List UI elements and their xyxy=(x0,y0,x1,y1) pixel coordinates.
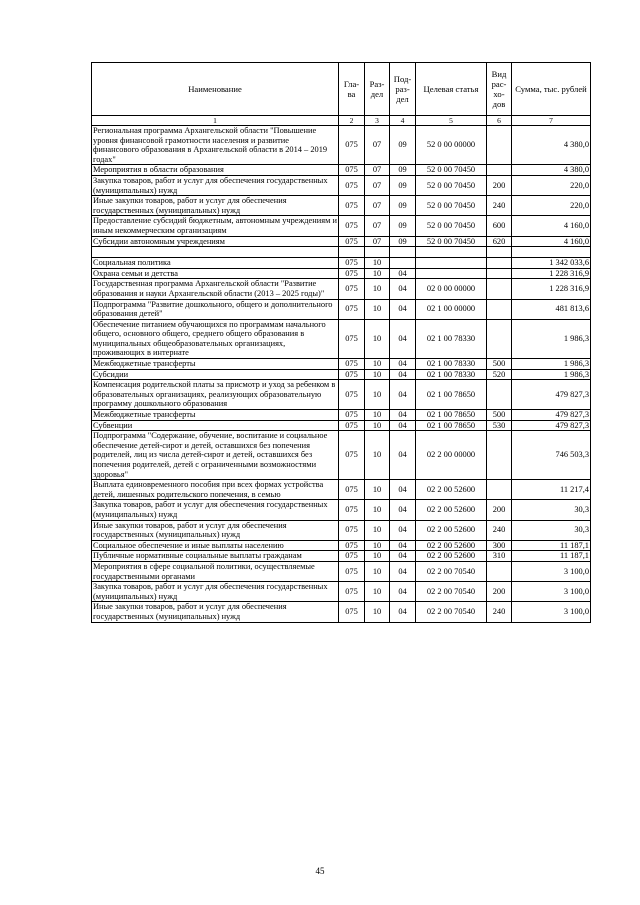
row-sum: 479 827,3 xyxy=(512,410,591,421)
row-razdel: 10 xyxy=(365,279,390,299)
row-vid: 240 xyxy=(487,196,512,216)
row-glava: 075 xyxy=(339,602,365,622)
row-sum: 30,3 xyxy=(512,520,591,540)
row-podrazdel: 09 xyxy=(390,165,416,176)
column-number: 7 xyxy=(512,116,591,126)
row-podrazdel: 04 xyxy=(390,268,416,279)
row-podrazdel: 04 xyxy=(390,380,416,410)
row-sum xyxy=(512,247,591,258)
row-target: 52 0 00 70450 xyxy=(416,175,487,195)
row-glava: 075 xyxy=(339,431,365,480)
row-vid xyxy=(487,431,512,480)
row-name: Подпрограмма "Содержание, обучение, воспитание и социальное обеспечение детей-сирот и детей, оставшихся без попечения родителей, лиц из числа детей-сирот и детей, оставшихся без попечения родителей, детей с ограниченными возможностями здоровья" xyxy=(92,431,339,480)
row-target: 52 0 00 70450 xyxy=(416,196,487,216)
row-glava: 075 xyxy=(339,520,365,540)
row-vid: 500 xyxy=(487,410,512,421)
table-row xyxy=(92,319,591,358)
row-sum: 746 503,3 xyxy=(512,431,591,480)
row-target xyxy=(416,258,487,269)
row-target: 52 0 00 00000 xyxy=(416,126,487,165)
header-glava: Гла-ва xyxy=(339,63,365,116)
row-glava: 075 xyxy=(339,410,365,421)
row-podrazdel: 04 xyxy=(390,359,416,370)
row-glava: 075 xyxy=(339,500,365,520)
row-razdel: 07 xyxy=(365,165,390,176)
row-razdel: 10 xyxy=(365,520,390,540)
row-vid xyxy=(487,319,512,358)
table-body xyxy=(92,126,591,623)
row-glava: 075 xyxy=(339,165,365,176)
row-razdel: 10 xyxy=(365,299,390,319)
row-target: 02 2 00 52600 xyxy=(416,520,487,540)
row-razdel: 10 xyxy=(365,551,390,562)
row-podrazdel: 04 xyxy=(390,420,416,431)
row-name: Закупка товаров, работ и услуг для обеспечения государственных (муниципальных) нужд xyxy=(92,582,339,602)
row-glava: 075 xyxy=(339,359,365,370)
row-glava: 075 xyxy=(339,175,365,195)
table-row xyxy=(92,380,591,410)
row-name: Закупка товаров, работ и услуг для обеспечения государственных (муниципальных) нужд xyxy=(92,175,339,195)
row-podrazdel: 09 xyxy=(390,216,416,236)
row-razdel: 07 xyxy=(365,126,390,165)
column-number: 1 xyxy=(92,116,339,126)
row-name: Государственная программа Архангельской области "Развитие образования и науки Архангельской области (2013 – 2025 годы)" xyxy=(92,279,339,299)
row-glava: 075 xyxy=(339,480,365,500)
row-vid xyxy=(487,561,512,581)
row-target: 52 0 00 70450 xyxy=(416,236,487,247)
row-podrazdel: 09 xyxy=(390,126,416,165)
row-razdel: 10 xyxy=(365,319,390,358)
row-target: 52 0 00 70450 xyxy=(416,165,487,176)
row-glava xyxy=(339,247,365,258)
row-razdel: 10 xyxy=(365,500,390,520)
row-vid: 200 xyxy=(487,500,512,520)
row-razdel: 10 xyxy=(365,258,390,269)
table-row xyxy=(92,359,591,370)
row-target: 02 2 00 52600 xyxy=(416,480,487,500)
table-row xyxy=(92,258,591,269)
row-target: 02 1 00 00000 xyxy=(416,299,487,319)
row-name: Мероприятия в области образования xyxy=(92,165,339,176)
row-sum: 1 228 316,9 xyxy=(512,268,591,279)
row-glava: 075 xyxy=(339,216,365,236)
row-name: Публичные нормативные социальные выплаты гражданам xyxy=(92,551,339,562)
row-razdel xyxy=(365,247,390,258)
table-row xyxy=(92,216,591,236)
row-podrazdel: 04 xyxy=(390,602,416,622)
row-sum: 220,0 xyxy=(512,196,591,216)
row-target xyxy=(416,268,487,279)
row-glava: 075 xyxy=(339,319,365,358)
row-name: Охрана семьи и детства xyxy=(92,268,339,279)
row-target: 02 1 00 78330 xyxy=(416,369,487,380)
row-vid xyxy=(487,480,512,500)
row-vid: 620 xyxy=(487,236,512,247)
row-sum: 4 160,0 xyxy=(512,236,591,247)
header-sum: Сумма, тыс. рублей xyxy=(512,63,591,116)
row-sum: 4 380,0 xyxy=(512,165,591,176)
row-name: Межбюджетные трансферты xyxy=(92,359,339,370)
table-row xyxy=(92,480,591,500)
header-razdel: Раз-дел xyxy=(365,63,390,116)
row-sum: 11 187,1 xyxy=(512,540,591,551)
row-sum: 1 986,3 xyxy=(512,369,591,380)
table-row xyxy=(92,540,591,551)
row-razdel: 07 xyxy=(365,196,390,216)
row-podrazdel: 04 xyxy=(390,319,416,358)
row-target: 02 1 00 78650 xyxy=(416,420,487,431)
row-razdel: 07 xyxy=(365,236,390,247)
header-vid: Вид рас-хо-дов xyxy=(487,63,512,116)
row-vid xyxy=(487,299,512,319)
page-number: 45 xyxy=(315,866,325,876)
column-number: 3 xyxy=(365,116,390,126)
row-glava: 075 xyxy=(339,258,365,269)
row-sum: 1 986,3 xyxy=(512,319,591,358)
row-target: 02 0 00 00000 xyxy=(416,279,487,299)
table-row xyxy=(92,431,591,480)
row-vid: 240 xyxy=(487,602,512,622)
column-number-row xyxy=(92,116,591,126)
row-razdel: 10 xyxy=(365,480,390,500)
table-row xyxy=(92,369,591,380)
row-podrazdel: 04 xyxy=(390,561,416,581)
row-sum: 1 228 316,9 xyxy=(512,279,591,299)
row-glava: 075 xyxy=(339,369,365,380)
header-row xyxy=(92,63,591,116)
row-glava: 075 xyxy=(339,196,365,216)
row-podrazdel: 04 xyxy=(390,431,416,480)
row-glava: 075 xyxy=(339,268,365,279)
row-podrazdel: 04 xyxy=(390,551,416,562)
table-row xyxy=(92,520,591,540)
header-podrazdel: Под-раз-дел xyxy=(390,63,416,116)
row-podrazdel: 04 xyxy=(390,500,416,520)
row-razdel: 10 xyxy=(365,540,390,551)
table-row xyxy=(92,561,591,581)
row-razdel: 07 xyxy=(365,175,390,195)
row-name: Мероприятия в сфере социальной политики, осуществляемые государственными органами xyxy=(92,561,339,581)
row-sum: 11 217,4 xyxy=(512,480,591,500)
row-name: Обеспечение питанием обучающихся по программам начального общего, основного общего, среднего общего образования в муниципальных общеобразовательных организациях, проживающих в интернате xyxy=(92,319,339,358)
row-glava: 075 xyxy=(339,236,365,247)
row-podrazdel: 04 xyxy=(390,369,416,380)
row-vid: 300 xyxy=(487,540,512,551)
row-podrazdel: 09 xyxy=(390,175,416,195)
row-sum: 3 100,0 xyxy=(512,582,591,602)
row-vid: 200 xyxy=(487,582,512,602)
column-number: 6 xyxy=(487,116,512,126)
row-vid: 500 xyxy=(487,359,512,370)
row-glava: 075 xyxy=(339,380,365,410)
spacer-row xyxy=(92,247,591,258)
row-name xyxy=(92,247,339,258)
row-podrazdel: 04 xyxy=(390,520,416,540)
row-podrazdel: 04 xyxy=(390,410,416,421)
row-vid: 310 xyxy=(487,551,512,562)
column-number: 4 xyxy=(390,116,416,126)
row-sum: 479 827,3 xyxy=(512,380,591,410)
row-razdel: 10 xyxy=(365,359,390,370)
row-glava: 075 xyxy=(339,551,365,562)
row-razdel: 10 xyxy=(365,369,390,380)
row-podrazdel xyxy=(390,247,416,258)
row-podrazdel xyxy=(390,258,416,269)
row-name: Компенсация родительской платы за присмотр и уход за ребенком в образовательных организациях, реализующих образовательную программу дошкольного образования xyxy=(92,380,339,410)
table-row xyxy=(92,126,591,165)
row-razdel: 10 xyxy=(365,410,390,421)
table-row xyxy=(92,175,591,195)
row-glava: 075 xyxy=(339,420,365,431)
table-row xyxy=(92,410,591,421)
row-sum: 1 986,3 xyxy=(512,359,591,370)
header-target: Целевая статья xyxy=(416,63,487,116)
row-name: Региональная программа Архангельской области "Повышение уровня финансовой грамотности населения и развитие финансового образования в Архангельской области в 2014 – 2019 годах" xyxy=(92,126,339,165)
row-glava: 075 xyxy=(339,126,365,165)
row-sum: 30,3 xyxy=(512,500,591,520)
row-razdel: 10 xyxy=(365,420,390,431)
table-row xyxy=(92,602,591,622)
row-glava: 075 xyxy=(339,582,365,602)
row-vid xyxy=(487,165,512,176)
table-row xyxy=(92,236,591,247)
row-sum: 479 827,3 xyxy=(512,420,591,431)
row-target xyxy=(416,247,487,258)
row-razdel: 10 xyxy=(365,431,390,480)
row-name: Субсидии автономным учреждениям xyxy=(92,236,339,247)
row-target: 02 2 00 70540 xyxy=(416,582,487,602)
row-podrazdel: 04 xyxy=(390,582,416,602)
row-name: Предоставление субсидий бюджетным, автономным учреждениям и иным некоммерческим организациям xyxy=(93,216,337,235)
row-sum: 3 100,0 xyxy=(512,561,591,581)
row-podrazdel: 09 xyxy=(390,236,416,247)
row-name: Социальное обеспечение и иные выплаты населению xyxy=(92,540,339,551)
row-razdel: 10 xyxy=(365,602,390,622)
row-target: 02 2 00 00000 xyxy=(416,431,487,480)
row-name: Социальная политика xyxy=(92,258,339,269)
row-name: Иные закупки товаров, работ и услуг для обеспечения государственных (муниципальных) нужд xyxy=(92,520,339,540)
row-target: 02 2 00 52600 xyxy=(416,540,487,551)
row-sum: 4 160,0 xyxy=(512,216,591,236)
row-name: Иные закупки товаров, работ и услуг для обеспечения государственных (муниципальных) нужд xyxy=(92,196,339,216)
row-vid xyxy=(487,126,512,165)
row-sum: 3 100,0 xyxy=(512,602,591,622)
row-podrazdel: 09 xyxy=(390,196,416,216)
column-number: 5 xyxy=(416,116,487,126)
row-glava: 075 xyxy=(339,279,365,299)
row-name: Подпрограмма "Развитие дошкольного, общего и дополнительного образования детей" xyxy=(92,299,339,319)
row-target: 02 2 00 52600 xyxy=(416,551,487,562)
row-podrazdel: 04 xyxy=(390,279,416,299)
row-vid: 520 xyxy=(487,369,512,380)
row-name: Межбюджетные трансферты xyxy=(92,410,339,421)
row-target: 02 1 00 78330 xyxy=(416,359,487,370)
table-row xyxy=(92,279,591,299)
row-glava: 075 xyxy=(339,561,365,581)
table-row xyxy=(92,268,591,279)
row-razdel: 10 xyxy=(365,561,390,581)
row-razdel: 10 xyxy=(365,268,390,279)
table-row xyxy=(92,165,591,176)
table-row xyxy=(92,196,591,216)
row-podrazdel: 04 xyxy=(390,540,416,551)
row-podrazdel: 04 xyxy=(390,299,416,319)
row-podrazdel: 04 xyxy=(390,480,416,500)
column-number: 2 xyxy=(339,116,365,126)
row-target: 02 1 00 78650 xyxy=(416,410,487,421)
row-vid xyxy=(487,279,512,299)
row-name: Субсидии xyxy=(92,369,339,380)
row-target: 02 1 00 78330 xyxy=(416,319,487,358)
budget-table xyxy=(91,62,591,623)
header-name: Наименование xyxy=(92,63,339,116)
row-razdel: 10 xyxy=(365,380,390,410)
row-glava: 075 xyxy=(339,299,365,319)
row-vid: 530 xyxy=(487,420,512,431)
table-row xyxy=(92,500,591,520)
row-target: 02 2 00 52600 xyxy=(416,500,487,520)
row-sum: 4 380,0 xyxy=(512,126,591,165)
row-name: Закупка товаров, работ и услуг для обеспечения государственных (муниципальных) нужд xyxy=(92,500,339,520)
row-name: Иные закупки товаров, работ и услуг для обеспечения государственных (муниципальных) нужд xyxy=(92,602,339,622)
row-glava: 075 xyxy=(339,540,365,551)
row-vid: 240 xyxy=(487,520,512,540)
row-vid: 200 xyxy=(487,175,512,195)
row-target: 02 2 00 70540 xyxy=(416,602,487,622)
row-target: 02 2 00 70540 xyxy=(416,561,487,581)
row-sum: 220,0 xyxy=(512,175,591,195)
row-sum: 11 187,1 xyxy=(512,551,591,562)
row-vid xyxy=(487,380,512,410)
table-row xyxy=(92,299,591,319)
row-razdel: 07 xyxy=(365,216,390,236)
table-row xyxy=(92,551,591,562)
row-vid xyxy=(487,268,512,279)
row-razdel: 10 xyxy=(365,582,390,602)
row-vid xyxy=(487,258,512,269)
row-sum: 481 813,6 xyxy=(512,299,591,319)
row-vid xyxy=(487,247,512,258)
row-target: 02 1 00 78650 xyxy=(416,380,487,410)
table-row xyxy=(92,420,591,431)
row-vid: 600 xyxy=(487,216,512,236)
row-name: Выплата единовременного пособия при всех формах устройства детей, лишенных родительского попечения, в семью xyxy=(92,480,339,500)
row-name: Субвенции xyxy=(92,420,339,431)
table-row xyxy=(92,582,591,602)
row-target: 52 0 00 70450 xyxy=(416,216,487,236)
row-sum: 1 342 033,6 xyxy=(512,258,591,269)
